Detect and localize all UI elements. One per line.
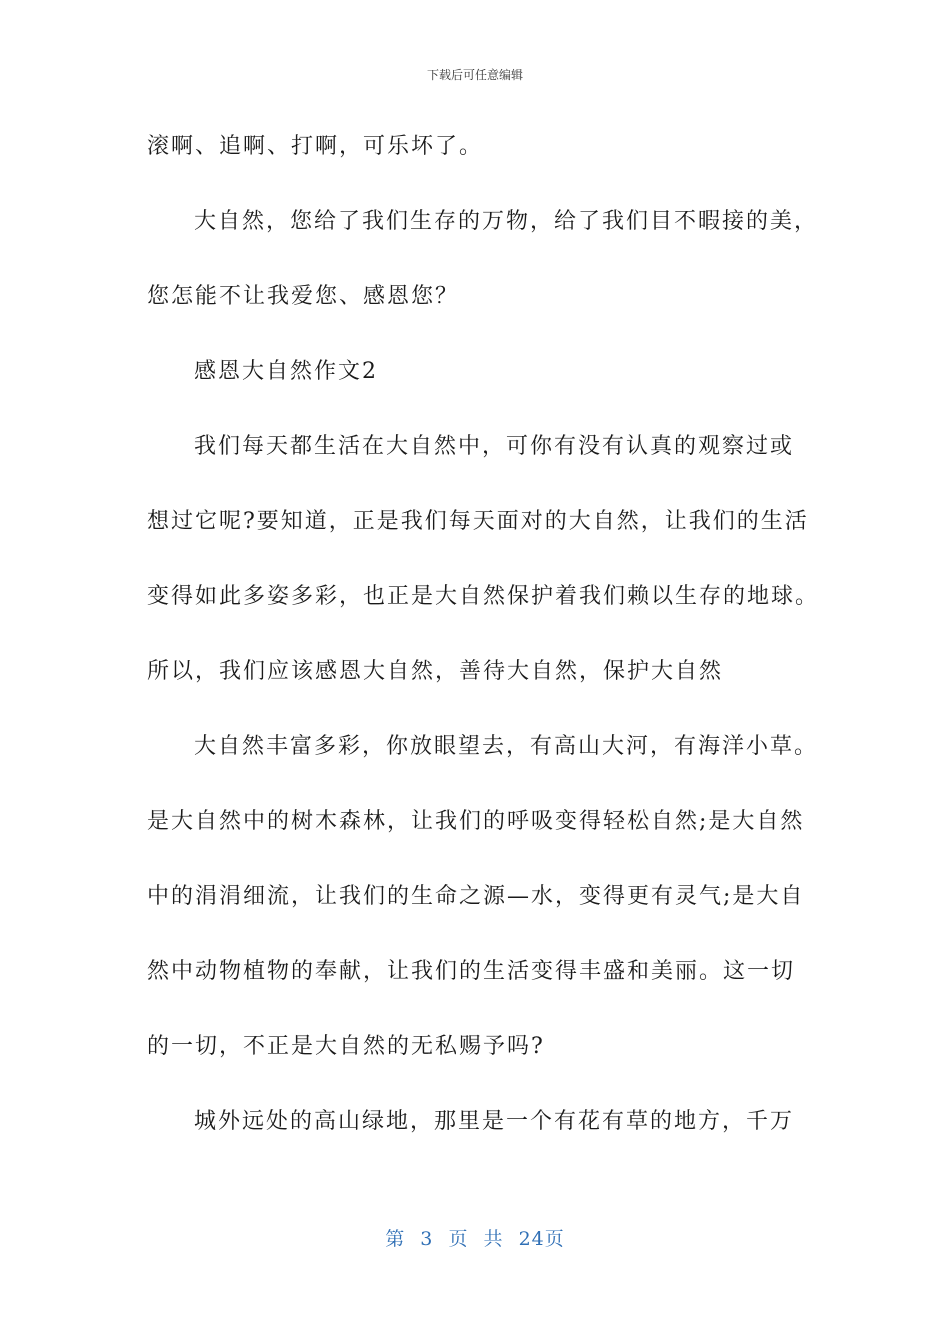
page-footer (0, 1224, 950, 1251)
text-line: 变得如此多姿多彩，也正是大自然保护着我们赖以生存的地球。 (147, 584, 820, 609)
paragraph-start: 我们每天都生活在大自然中，可你有没有认真的观察过或 (194, 434, 795, 459)
paragraph-start: 城外远处的高山绿地，那里是一个有花有草的地方，千万 (194, 1109, 795, 1134)
text-line: 您怎能不让我爱您、感恩您？ (147, 284, 460, 309)
page-header: 下载后可任意编辑 (426, 68, 523, 82)
footer-label-ye: 页 (448, 1228, 469, 1250)
paragraph-start: 大自然丰富多彩，你放眼望去，有高山大河，有海洋小草。 (194, 734, 819, 759)
footer-label-gong: 共 (483, 1228, 504, 1250)
section-heading: 感恩大自然作文2 (194, 359, 378, 384)
text-line: 想过它呢?要知道，正是我们每天面对的大自然，让我们的生活 (147, 509, 809, 534)
document-body (147, 109, 820, 1159)
text-line: 所以，我们应该感恩大自然，善待大自然，保护大自然 (147, 659, 724, 684)
footer-total-pages: 24页 (518, 1228, 565, 1250)
text-line: 的一切，不正是大自然的无私赐予吗? (147, 1034, 545, 1059)
footer-page-number: 3 (420, 1228, 434, 1250)
footer-label-di: 第 (385, 1228, 406, 1250)
text-line: 然中动物植物的奉献，让我们的生活变得丰盛和美丽。这一切 (147, 959, 796, 984)
text-line: 中的涓涓细流，让我们的生命之源—水，变得更有灵气;是大自 (147, 884, 805, 909)
text-line: 滚啊、追啊、打啊，可乐坏了。 (147, 134, 484, 159)
text-line: 是大自然中的树木森林，让我们的呼吸变得轻松自然;是大自然 (147, 809, 805, 834)
paragraph-start: 大自然，您给了我们生存的万物，给了我们目不暇接的美， (194, 209, 819, 234)
